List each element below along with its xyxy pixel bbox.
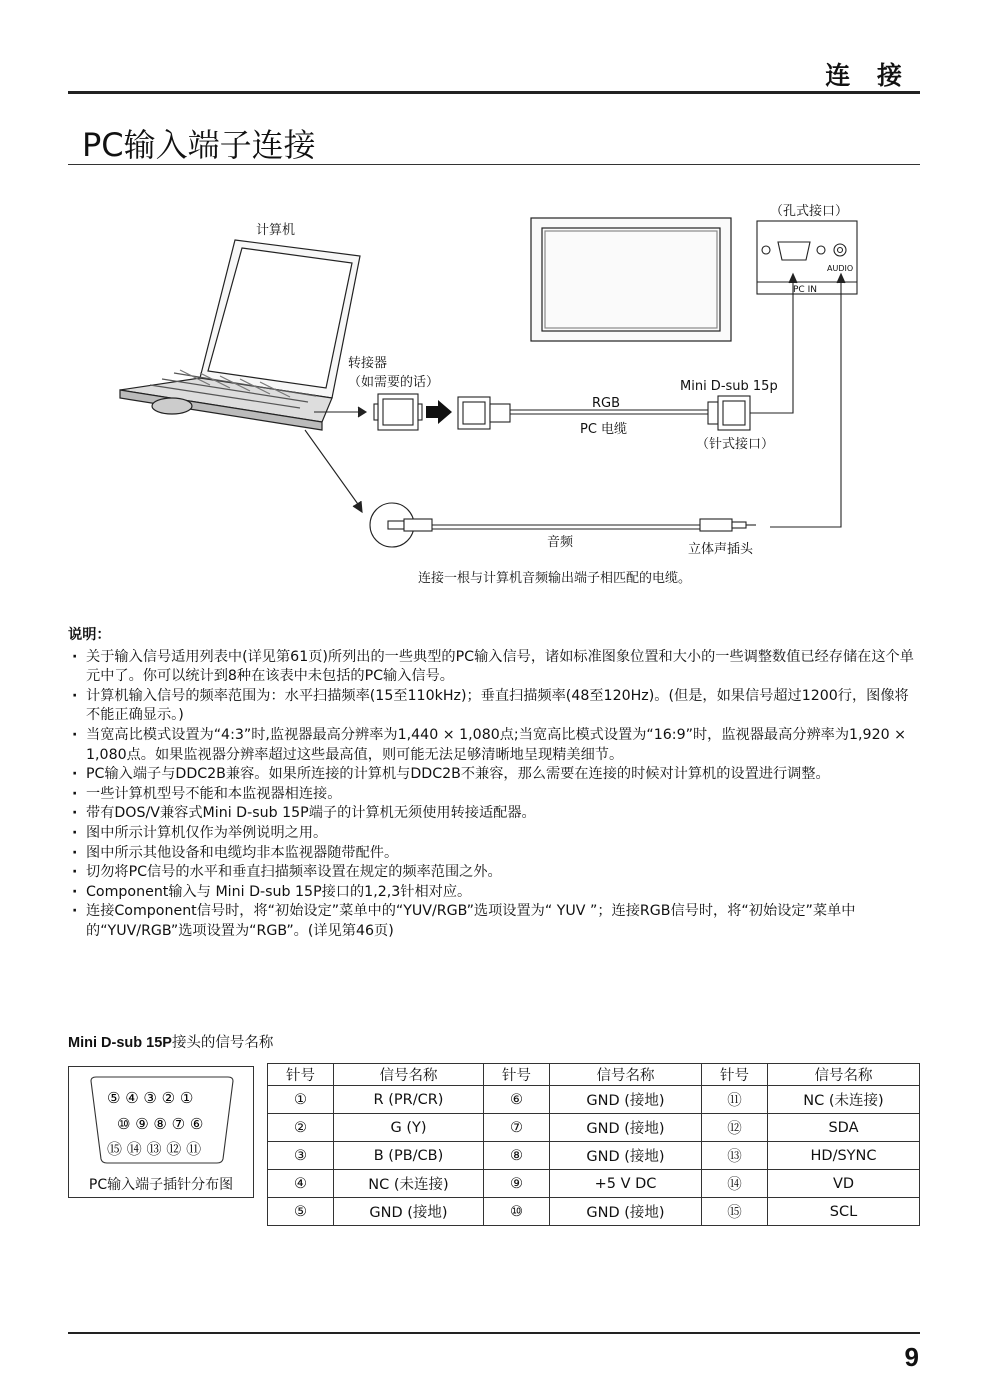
pin-number: ② bbox=[268, 1114, 334, 1142]
signal-name: NC (未连接) bbox=[768, 1086, 920, 1114]
col-header: 针号 bbox=[484, 1064, 550, 1086]
note-item: · Component输入与 Mini D-sub 15P接口的1,2,3针相对应。 bbox=[68, 883, 920, 903]
arrow-icon bbox=[426, 400, 452, 424]
table-row bbox=[268, 1114, 920, 1142]
adapter-icon bbox=[374, 394, 422, 430]
header-rule bbox=[68, 91, 920, 94]
adapter-label-note: （如需要的话） bbox=[348, 375, 440, 390]
signal-name: G (Y) bbox=[334, 1114, 484, 1142]
pin-number: ⑨ bbox=[484, 1170, 550, 1198]
pin-number: ⑮ bbox=[702, 1198, 768, 1226]
pin-number: ⑫ bbox=[702, 1114, 768, 1142]
pin-number: ① bbox=[268, 1086, 334, 1114]
signal-name: GND (接地) bbox=[334, 1198, 484, 1226]
signal-name: HD/SYNC bbox=[768, 1142, 920, 1170]
signal-name: GND (接地) bbox=[550, 1198, 702, 1226]
pin-layout-box bbox=[68, 1066, 254, 1198]
pc-in-port-panel bbox=[757, 221, 857, 294]
pin-number: ⑧ bbox=[484, 1142, 550, 1170]
signal-name: GND (接地) bbox=[550, 1142, 702, 1170]
col-header: 信号名称 bbox=[768, 1064, 920, 1086]
table-header-row bbox=[268, 1064, 920, 1086]
pin-number: ⑦ bbox=[484, 1114, 550, 1142]
pin-row-2: ⑩ ⑨ ⑧ ⑦ ⑥ bbox=[117, 1115, 204, 1133]
pin-number: ⑭ bbox=[702, 1170, 768, 1198]
pin-row-3: ⑮ ⑭ ⑬ ⑫ ⑪ bbox=[107, 1140, 202, 1158]
notes-section bbox=[68, 626, 920, 942]
laptop-illustration bbox=[120, 240, 360, 430]
audio-label: 音频 bbox=[547, 535, 574, 550]
note-item: · 切勿将PC信号的水平和垂直扫描频率设置在规定的频率范围之外。 bbox=[68, 863, 920, 883]
note-item: · 一些计算机型号不能和本监视器相连接。 bbox=[68, 785, 920, 805]
notes-list bbox=[68, 648, 920, 942]
stereo-plug-label: 立体声插头 bbox=[688, 542, 754, 557]
page-title: PC输入端子连接 bbox=[82, 126, 316, 164]
pin-signal-table bbox=[267, 1063, 920, 1226]
signal-name: NC (未连接) bbox=[334, 1170, 484, 1198]
col-header: 针号 bbox=[268, 1064, 334, 1086]
table-row bbox=[268, 1170, 920, 1198]
pin-table-title-bold: Mini D-sub 15P bbox=[68, 1035, 172, 1051]
pin-number: ④ bbox=[268, 1170, 334, 1198]
col-header: 针号 bbox=[702, 1064, 768, 1086]
signal-name: +5 V DC bbox=[550, 1170, 702, 1198]
note-item: · 关于输入信号适用列表中(详见第61页)所列出的一些典型的PC输入信号，诸如标准图象位置和大小的一些调整数值已经存储在这个单元中了。你可以统计到8种在该表中未包括的PC输入信号。 bbox=[68, 648, 920, 687]
table-row bbox=[268, 1142, 920, 1170]
footer-rule bbox=[68, 1332, 920, 1334]
section-title: 连 接 bbox=[825, 61, 911, 90]
notes-heading: 说明： bbox=[68, 627, 111, 643]
note-item: · 当宽高比模式设置为“4:3”时,监视器最高分辨率为1,440 × 1,080点;当宽高比模式设置为“16:9”时，监视器最高分辨率为1,920 × 1,080点。如果监视器分辨率超过这些最高值，则可能无法足够清晰地呈现精美细节。 bbox=[68, 726, 920, 765]
pin-number: ⑥ bbox=[484, 1086, 550, 1114]
col-header: 信号名称 bbox=[334, 1064, 484, 1086]
audio-port-label: AUDIO bbox=[827, 264, 854, 273]
pin-row-1: ⑤ ④ ③ ② ① bbox=[107, 1089, 194, 1107]
pc-in-label: PC IN bbox=[793, 285, 817, 295]
signal-name: GND (接地) bbox=[550, 1114, 702, 1142]
signal-name: R (PR/CR) bbox=[334, 1086, 484, 1114]
audio-cable-note: 连接一根与计算机音频输出端子相匹配的电缆。 bbox=[418, 571, 692, 586]
page-number: 9 bbox=[904, 1342, 919, 1372]
monitor-illustration bbox=[531, 218, 731, 341]
signal-name: VD bbox=[768, 1170, 920, 1198]
pin-number: ⑪ bbox=[702, 1086, 768, 1114]
mini-dsub-label: Mini D-sub 15p bbox=[680, 379, 778, 394]
rgb-label: RGB bbox=[592, 396, 621, 411]
dsub-connector-diagram bbox=[87, 1075, 237, 1165]
note-item: · 计算机输入信号的频率范围为：水平扫描频率(15至110kHz)；垂直扫描频率(48至120Hz)。(但是，如果信号超过1200行，图像将不能正确显示。) bbox=[68, 687, 920, 726]
note-item: · 图中所示其他设备和电缆均非本监视器随带配件。 bbox=[68, 844, 920, 864]
signal-name: SCL bbox=[768, 1198, 920, 1226]
note-item: · 连接Component信号时，将“初始设定”菜单中的“YUV/RGB”选项设置为“ YUV ”；连接RGB信号时，将“初始设定”菜单中的“YUV/RGB”选项设置为“RGB”。(详见第46页) bbox=[68, 902, 920, 941]
signal-name: SDA bbox=[768, 1114, 920, 1142]
pc-cable-label: PC 电缆 bbox=[580, 422, 628, 437]
pin-number: ⑩ bbox=[484, 1198, 550, 1226]
signal-name: GND (接地) bbox=[550, 1086, 702, 1114]
pin-table-title-rest: 接头的信号名称 bbox=[171, 1035, 274, 1051]
note-item: · 图中所示计算机仅作为举例说明之用。 bbox=[68, 824, 920, 844]
title-rule bbox=[68, 164, 920, 165]
col-header: 信号名称 bbox=[550, 1064, 702, 1086]
pin-layout-caption: PC输入端子插针分布图 bbox=[88, 1177, 234, 1193]
table-row bbox=[268, 1086, 920, 1114]
pin-table-title bbox=[68, 1031, 273, 1052]
connection-diagram bbox=[60, 190, 860, 595]
adapter-label: 转接器 bbox=[348, 356, 388, 371]
table-row bbox=[268, 1198, 920, 1226]
note-item: · 带有DOS/V兼容式Mini D-sub 15P端子的计算机无须使用转接适配器。 bbox=[68, 804, 920, 824]
pin-number: ⑬ bbox=[702, 1142, 768, 1170]
signal-name: B (PB/CB) bbox=[334, 1142, 484, 1170]
pin-number: ③ bbox=[268, 1142, 334, 1170]
port-type-label: （孔式接口） bbox=[770, 204, 849, 219]
note-item: · PC输入端子与DDC2B兼容。如果所连接的计算机与DDC2B不兼容，那么需要在连接的时候对计算机的设置进行调整。 bbox=[68, 765, 920, 785]
computer-label: 计算机 bbox=[256, 223, 296, 238]
pin-number: ⑤ bbox=[268, 1198, 334, 1226]
pin-type-label: （针式接口） bbox=[696, 437, 775, 452]
